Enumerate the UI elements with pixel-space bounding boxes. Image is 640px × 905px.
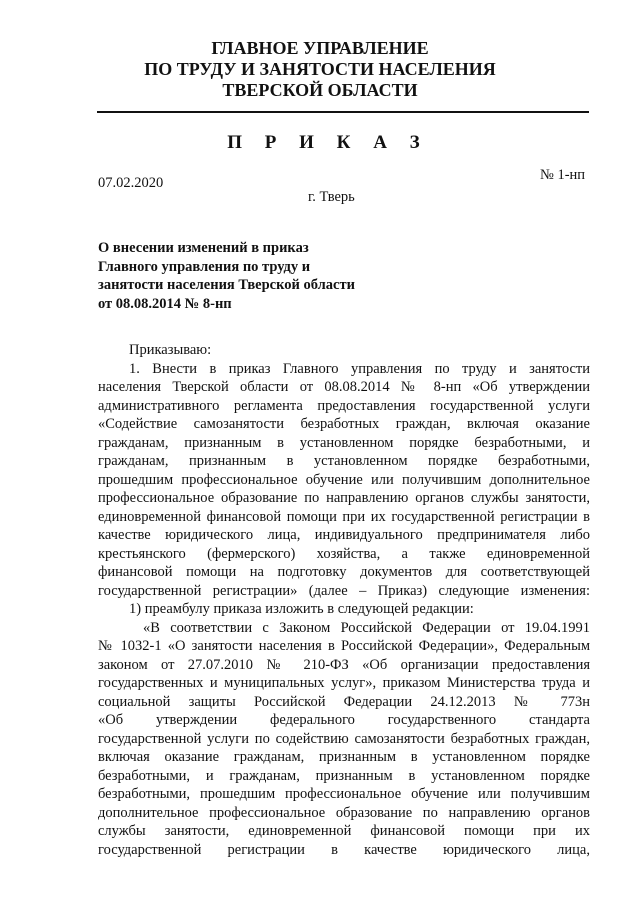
document-subject	[98, 239, 398, 313]
body-line: дополнительное профессиональное образование по направлению органов	[98, 804, 590, 821]
body-line: государственных и муниципальных услуг», приказом Министерства труда и	[98, 675, 590, 691]
document-city: г. Тверь	[308, 189, 355, 205]
subject-line: занятости населения Тверской области	[98, 277, 355, 293]
body-line: качестве юридического лица, индивидуального предпринимателя либо	[98, 527, 590, 543]
body-line: «Содействие самозанятости безработных граждан, включая оказание	[98, 416, 590, 432]
body-line: прошедшим профессиональное обучение или получившим дополнительное	[98, 471, 590, 488]
document-title: П Р И К А З	[227, 132, 429, 153]
body-line: безработными, и гражданам, признанным в установленном порядке	[98, 767, 590, 784]
body-line: населения Тверской области от 08.08.2014 № 8-нп «Об утверждении	[98, 379, 590, 395]
body-line: государственной регистрации» (далее – Приказ) следующие изменения:	[98, 582, 590, 599]
subject-line: Главного управления по труду и	[98, 258, 311, 275]
subject-line: от 08.08.2014 № 8-нп	[98, 295, 232, 312]
body-line: гражданам, признанным в установленном порядке безработными, и	[98, 434, 590, 451]
body-line: профессиональное образование по направлению органов службы занятости,	[98, 490, 590, 506]
body-line: административного регламента предоставления государственной услуги	[98, 397, 590, 414]
document-date: 07.02.2020	[98, 175, 164, 191]
body-line: № 1032-1 «О занятости населения в Российской Федерации», Федеральным	[98, 638, 590, 654]
body-line: службы занятости, единовременной финансовой помощи при их	[98, 823, 590, 839]
organization-header	[0, 38, 640, 101]
subject-line: О внесении изменений в приказ	[98, 240, 309, 256]
body-line: гражданам, признанным в установленном порядке безработными,	[98, 453, 590, 469]
header-line: ПО ТРУДУ И ЗАНЯТОСТИ НАСЕЛЕНИЯ	[144, 59, 496, 79]
body-line: финансовой помощи на подготовку документов для соответствующей	[98, 564, 590, 580]
body-line: 1. Внести в приказ Главного управления по труду и занятости	[129, 360, 590, 377]
body-line: государственной услуги по содействию самозанятости безработных граждан,	[98, 730, 590, 747]
header-line: ТВЕРСКОЙ ОБЛАСТИ	[222, 80, 418, 100]
header-divider	[97, 111, 589, 113]
body-line: социальной защиты Российской Федерации 24.12.2013 № 773н	[98, 693, 590, 710]
header-line: ГЛАВНОЕ УПРАВЛЕНИЕ	[211, 38, 429, 58]
body-line: 1) преамбулу приказа изложить в следующей редакции:	[129, 601, 474, 617]
body-line: единовременной финансовой помощи при их государственной регистрации в	[98, 508, 590, 525]
document-number: № 1-нп	[540, 167, 586, 183]
body-line: «В соответствии с Законом Российской Федерации от 19.04.1991	[143, 619, 590, 636]
body-line: законом от 27.07.2010 № 210-ФЗ «Об организации предоставления	[98, 656, 590, 673]
body-line: Приказываю:	[129, 342, 212, 358]
body-line: «Об утверждении федерального государственного стандарта	[98, 712, 590, 728]
body-line: государственной регистрации в качестве юридического лица,	[98, 841, 590, 858]
document-body	[98, 341, 590, 859]
body-line: включая оказание гражданам, признанным в установленном порядке	[98, 749, 590, 765]
body-line: безработными, прошедшим профессиональное обучение или получившим	[98, 786, 590, 802]
body-line: крестьянского (фермерского) хозяйства, а также единовременной	[98, 545, 590, 562]
